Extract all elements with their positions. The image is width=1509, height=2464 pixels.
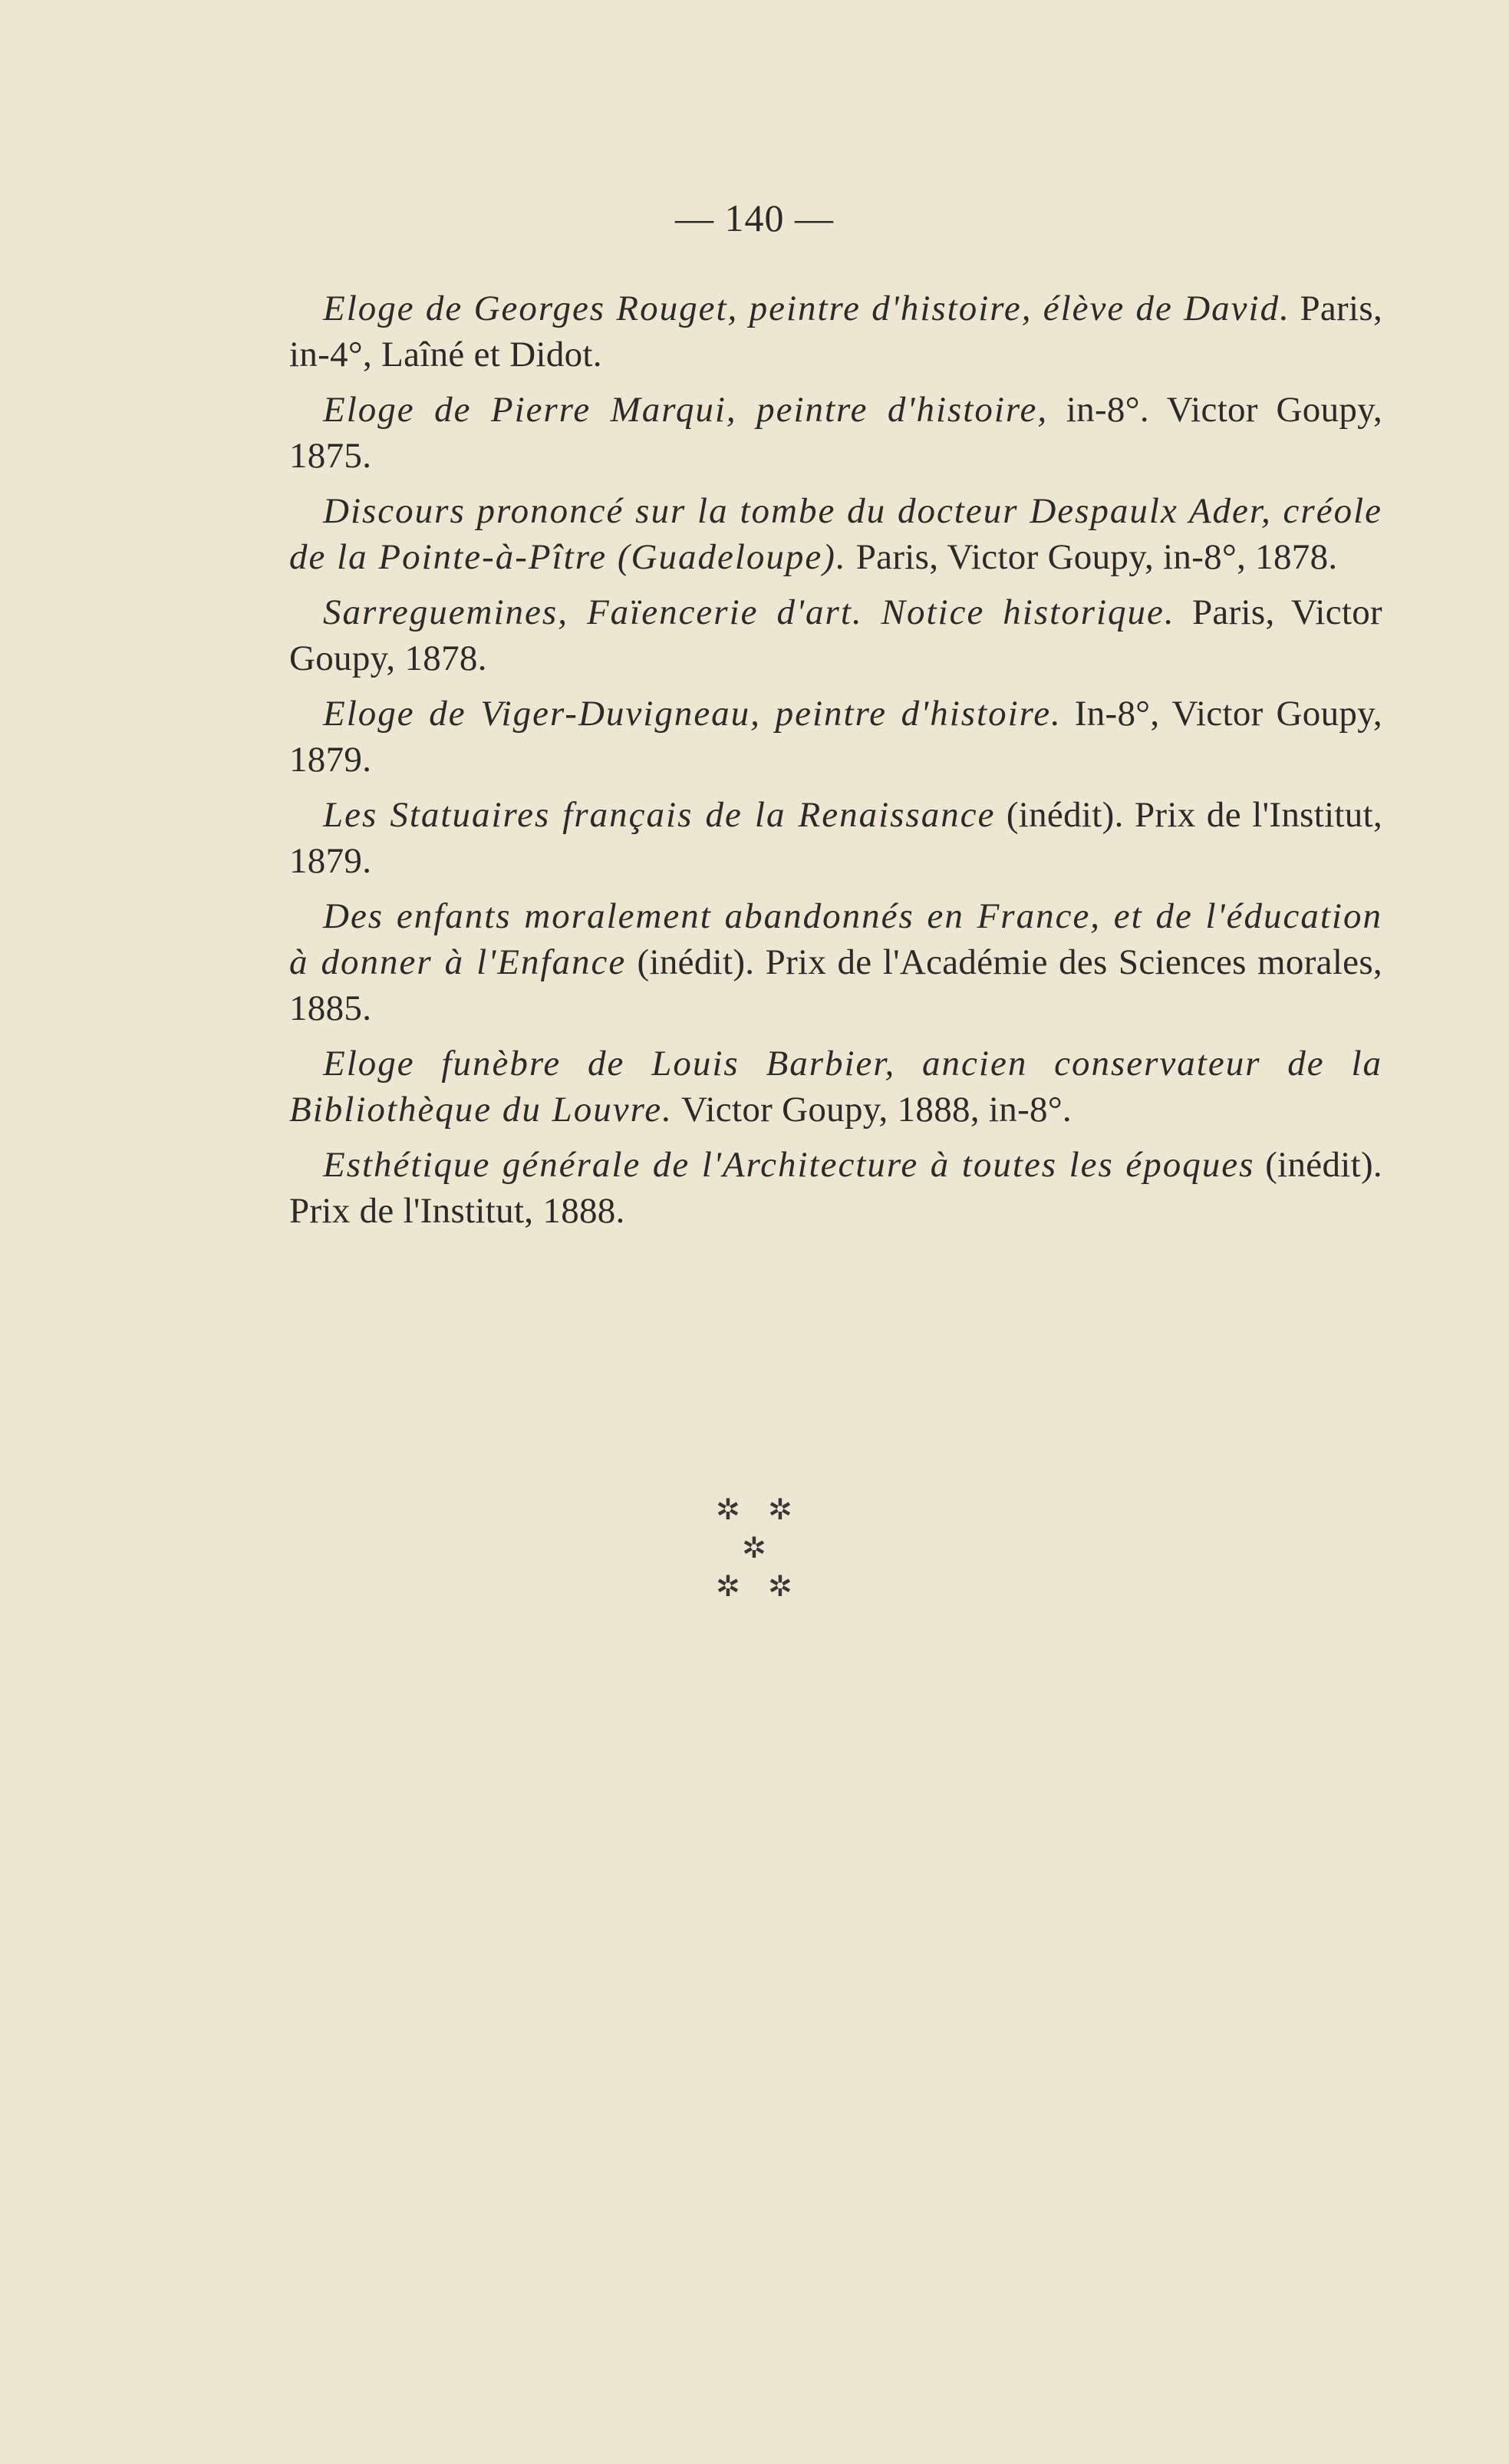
- entry-details: Paris, Victor Goupy, 1878.: [289, 592, 1382, 678]
- entry-details: (inédit). Prix de l'Institut, 1888.: [289, 1145, 1382, 1231]
- bibliography-entry: [289, 387, 1382, 479]
- bibliography-entry: [289, 488, 1382, 580]
- bibliography-entry: [289, 691, 1382, 783]
- bibliography-entry: [289, 1041, 1382, 1133]
- entry-title: Eloge de Pierre Marqui, peintre d'histoire,: [323, 390, 1049, 430]
- bibliography-entry: [289, 792, 1382, 884]
- star-icon: ✲: [768, 1493, 792, 1526]
- entry-title: Eloge de Georges Rouget, peintre d'histoire, élève de David.: [323, 289, 1290, 328]
- entry-details: In-8°, Victor Goupy, 1879.: [289, 694, 1382, 780]
- entry-title: Des enfants moralement abandonnés en France, et de l'éducation à donner à l'Enfance: [289, 896, 1382, 982]
- star-icon: ✲: [716, 1569, 740, 1603]
- entry-title: Eloge de Viger-Duvigneau, peintre d'histoire.: [323, 694, 1062, 734]
- bibliography-list: [289, 285, 1382, 1243]
- entry-title: Eloge funèbre de Louis Barbier, ancien conservateur de la Bibliothèque du Louvre.: [289, 1044, 1382, 1130]
- entry-details: in-8°. Victor Goupy, 1875.: [289, 390, 1382, 476]
- bibliography-entry: [289, 893, 1382, 1031]
- entry-title: Les Statuaires français de la Renaissance: [323, 795, 996, 835]
- entry-title: Sarreguemines, Faïencerie d'art. Notice historique.: [323, 592, 1175, 632]
- page-number: — 140 —: [675, 196, 834, 239]
- bibliography-entry: [289, 589, 1382, 681]
- entry-details: Victor Goupy, 1888, in-8°.: [672, 1090, 1072, 1130]
- star-icon: ✲: [768, 1569, 792, 1603]
- entry-details: (inédit). Prix de l'Institut, 1879.: [289, 795, 1382, 881]
- entry-title: Esthétique générale de l'Architecture à toutes les époques: [323, 1145, 1255, 1185]
- entry-details: (inédit). Prix de l'Académie des Sciences morales, 1885.: [289, 942, 1382, 1028]
- entry-details: Paris, Victor Goupy, in-8°, 1878.: [846, 537, 1338, 577]
- bibliography-entry: [289, 285, 1382, 378]
- entry-details: Paris, in-4°, Laîné et Didot.: [289, 289, 1382, 374]
- entry-title: Discours prononcé sur la tombe du docteur Despaulx Ader, créole de la Pointe-à-Pître (Guadeloupe).: [289, 491, 1382, 577]
- bibliography-entry: [289, 1142, 1382, 1234]
- star-icon: ✲: [716, 1493, 740, 1526]
- star-icon: ✲: [742, 1531, 766, 1565]
